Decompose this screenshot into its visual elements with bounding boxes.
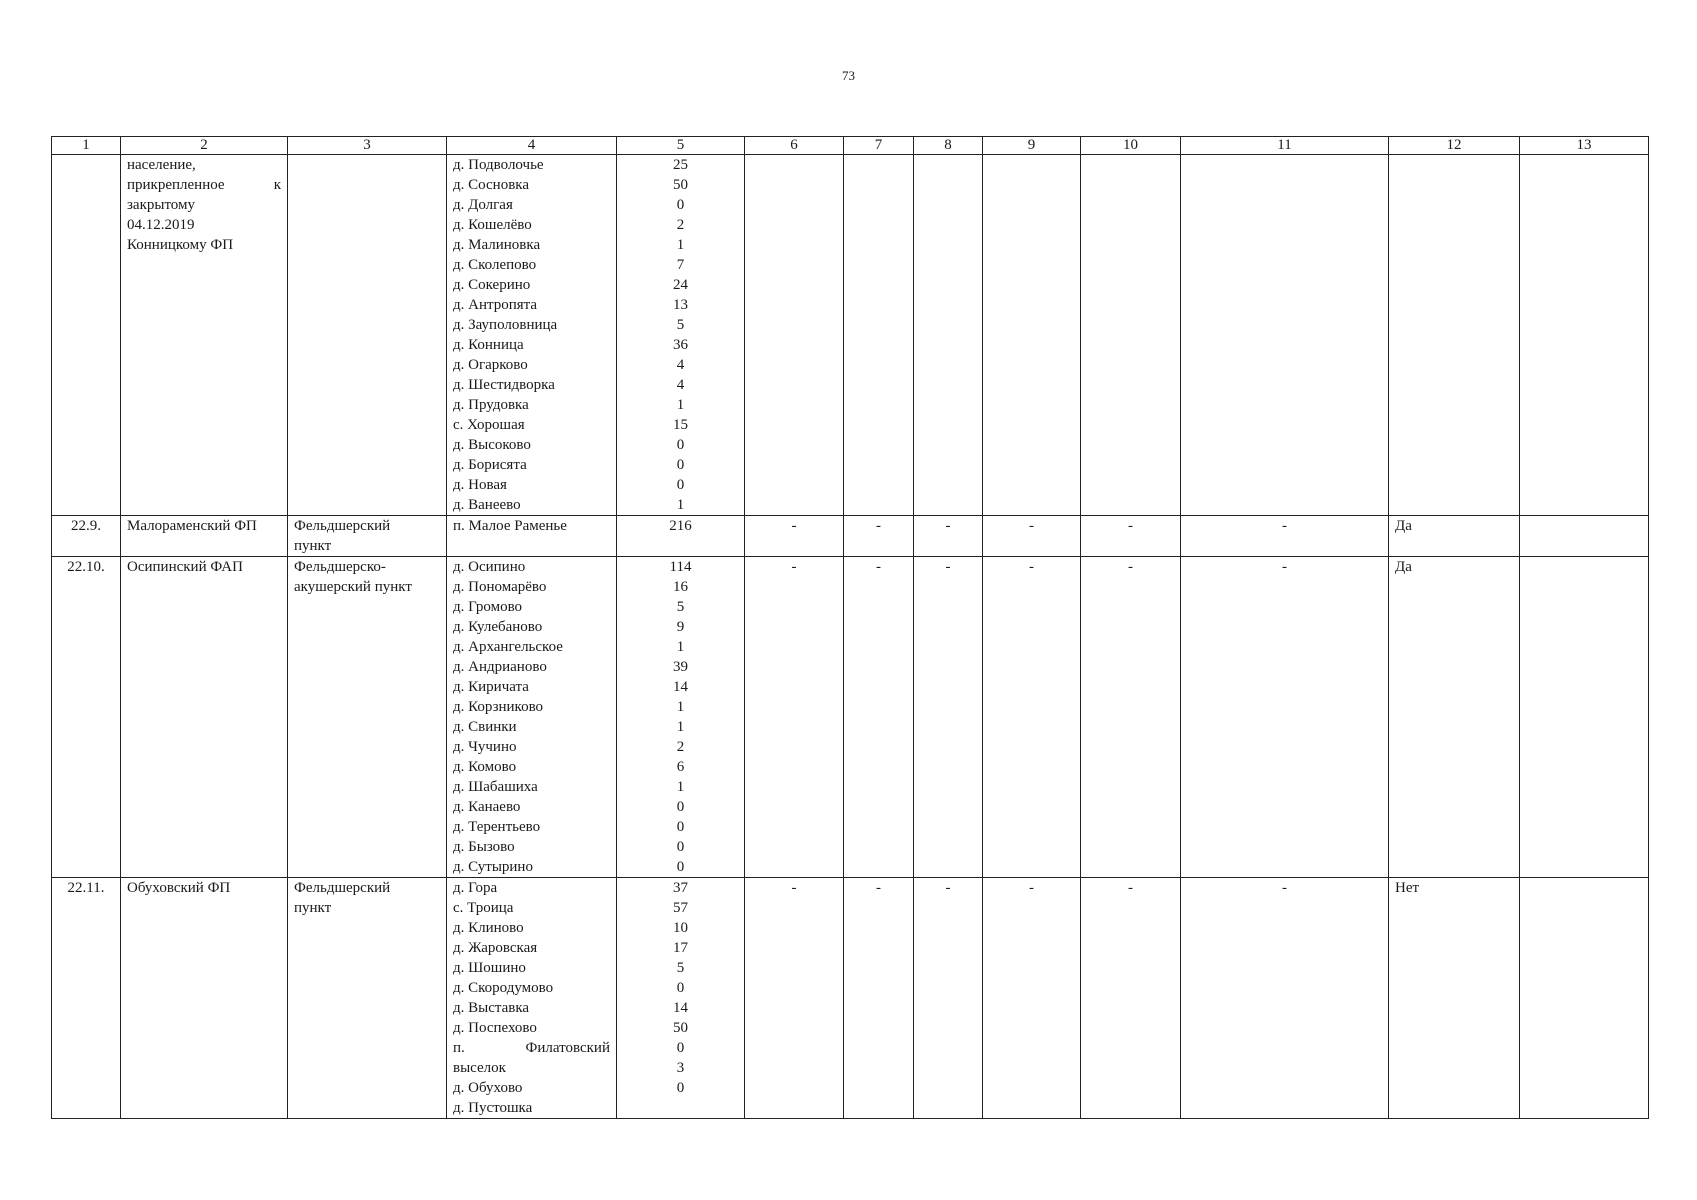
- population-value: 216: [669, 518, 692, 534]
- table-row: [52, 516, 1649, 557]
- column-11-value: -: [1282, 518, 1287, 534]
- column-8-value: -: [945, 880, 951, 896]
- column-10-cell: [1081, 516, 1181, 557]
- facility-name-cell: [121, 155, 288, 516]
- settlements-cell: [447, 155, 617, 516]
- settlement-name-part: выселок: [453, 1060, 506, 1076]
- row-number-cell: [52, 557, 121, 878]
- column-7-value: -: [876, 559, 881, 575]
- settlement-name: д. Подволочье: [453, 157, 544, 173]
- settlement-name: д. Архангельское: [453, 639, 563, 655]
- settlement-name: д. Свинки: [453, 719, 517, 735]
- population-cell: [617, 878, 745, 1119]
- column-7-cell: [844, 155, 914, 516]
- settlement-name: д. Пономарёво: [453, 579, 547, 595]
- column-6-value: -: [791, 518, 797, 534]
- population-value: 25: [673, 157, 688, 173]
- column-6-value: -: [791, 880, 797, 896]
- settlement-name: д. Канаево: [453, 799, 521, 815]
- settlement-name-part: п.: [453, 1040, 465, 1056]
- settlement-name-part: Филатовский: [525, 1040, 610, 1056]
- column-9-cell: [983, 557, 1081, 878]
- column-8-value: -: [945, 518, 951, 534]
- column-10-cell: [1081, 155, 1181, 516]
- settlement-name: д. Сколепово: [453, 257, 537, 273]
- population-value: 10: [673, 920, 688, 936]
- column-9-value: -: [1029, 559, 1034, 575]
- population-value: 0: [676, 457, 685, 473]
- settlement-name: д. Киричата: [453, 679, 529, 695]
- page-number: 73: [842, 68, 855, 83]
- settlement-name: д. Борисята: [453, 457, 527, 473]
- column-11-cell: [1181, 878, 1389, 1119]
- row-number-cell: [52, 155, 121, 516]
- settlement-name: д. Шабашиха: [453, 779, 538, 795]
- population-value: 15: [673, 417, 688, 433]
- column-12-value: Да: [1395, 559, 1412, 575]
- column-12-value: Да: [1395, 518, 1412, 534]
- settlement-name: д. Чучино: [453, 739, 517, 755]
- column-number-2: 2: [121, 137, 288, 155]
- column-10-value: -: [1128, 518, 1133, 534]
- column-12-cell: [1389, 878, 1520, 1119]
- settlement-name: д. Кошелёво: [453, 217, 532, 233]
- column-8-cell: [914, 878, 983, 1119]
- column-13-cell: [1520, 878, 1649, 1119]
- row-number: 22.11.: [67, 880, 105, 896]
- population-value: 9: [676, 619, 685, 635]
- population-value: 0: [676, 859, 685, 875]
- settlement-name: д. Скородумово: [453, 980, 554, 996]
- settlement-name: д. Сосновка: [453, 177, 529, 193]
- settlement-name: д. Клиново: [453, 920, 524, 936]
- settlement-name: д. Долгая: [453, 197, 513, 213]
- column-number-6: 6: [745, 137, 844, 155]
- facility-name-line: Обуховский ФП: [127, 880, 231, 896]
- population-value: 37: [673, 880, 688, 896]
- population-value: 1: [676, 397, 685, 413]
- settlement-name: с. Троица: [453, 900, 514, 916]
- population-value: 0: [676, 477, 685, 493]
- column-13-cell: [1520, 557, 1649, 878]
- population-cell: [617, 155, 745, 516]
- settlement-name: д. Кулебаново: [453, 619, 543, 635]
- facility-name-line: закрытому: [127, 197, 196, 213]
- population-value: 50: [673, 177, 688, 193]
- column-11-cell: [1181, 557, 1389, 878]
- row-number: 22.10.: [67, 559, 105, 575]
- population-value: 0: [676, 980, 685, 996]
- population-value: 114: [669, 559, 692, 575]
- facility-name-line: 04.12.2019: [127, 217, 195, 233]
- population-value: 6: [676, 759, 685, 775]
- column-number-9: 9: [983, 137, 1081, 155]
- population-value: 5: [676, 599, 685, 615]
- population-value: 13: [673, 297, 688, 313]
- population-value: 5: [676, 317, 685, 333]
- facility-type-line: Фельдшерский: [294, 880, 391, 896]
- column-7-value: -: [876, 518, 881, 534]
- settlement-name: д. Андрианово: [453, 659, 547, 675]
- column-6-cell: [745, 557, 844, 878]
- column-6-cell: [745, 878, 844, 1119]
- column-8-cell: [914, 557, 983, 878]
- facility-type-line: Фельдшерско-: [294, 559, 386, 575]
- settlement-name: д. Малиновка: [453, 237, 541, 253]
- settlements-cell: [447, 516, 617, 557]
- facility-name-cell: [121, 878, 288, 1119]
- settlement-name: д. Терентьево: [453, 819, 541, 835]
- facility-type-cell: [288, 557, 447, 878]
- population-value: 0: [676, 437, 685, 453]
- column-9-value: -: [1029, 880, 1034, 896]
- population-value: 39: [673, 659, 688, 675]
- settlement-name: д. Осипино: [453, 559, 526, 575]
- facility-type-line: пункт: [294, 900, 332, 916]
- facility-name-line: Малораменский ФП: [127, 518, 257, 534]
- population-value: 3: [676, 1060, 685, 1076]
- population-value: 2: [676, 739, 685, 755]
- population-value: 16: [673, 579, 688, 595]
- settlement-name: д. Громово: [453, 599, 523, 615]
- column-number-12: 12: [1389, 137, 1520, 155]
- population-value: 1: [676, 699, 685, 715]
- facility-type-cell: [288, 155, 447, 516]
- column-number-4: 4: [447, 137, 617, 155]
- settlement-name: д. Бызово: [453, 839, 515, 855]
- settlement-name: д. Поспехово: [453, 1020, 537, 1036]
- facility-type-line: Фельдшерский: [294, 518, 391, 534]
- table-body: [52, 155, 1649, 1119]
- column-11-cell: [1181, 155, 1389, 516]
- column-12-value: Нет: [1395, 880, 1420, 896]
- settlement-name: д. Высоково: [453, 437, 531, 453]
- settlement-name: с. Хорошая: [453, 417, 525, 433]
- column-9-value: -: [1029, 518, 1034, 534]
- settlement-name: [453, 1038, 610, 1078]
- column-12-cell: [1389, 516, 1520, 557]
- facility-name-cell: [121, 516, 288, 557]
- settlement-name: д. Обухово: [453, 1080, 523, 1096]
- settlements-cell: [447, 557, 617, 878]
- population-cell: [617, 557, 745, 878]
- facility-type-line: акушерский пункт: [294, 579, 412, 595]
- population-value: 1: [676, 497, 685, 513]
- column-13-cell: [1520, 516, 1649, 557]
- population-value: 1: [676, 237, 685, 253]
- population-value: 57: [673, 900, 688, 916]
- row-number-cell: [52, 516, 121, 557]
- table-row: [52, 878, 1649, 1119]
- facility-name-word: прикрепленное: [127, 177, 225, 193]
- column-number-3: 3: [288, 137, 447, 155]
- column-8-cell: [914, 155, 983, 516]
- population-value: 14: [673, 679, 688, 695]
- settlement-name: д. Выставка: [453, 1000, 530, 1016]
- table-row: [52, 557, 1649, 878]
- column-number-7: 7: [844, 137, 914, 155]
- settlement-name: д. Сокерино: [453, 277, 531, 293]
- settlement-name: д. Зауполовница: [453, 317, 558, 333]
- population-value: 50: [673, 1020, 688, 1036]
- settlement-name: п. Малое Раменье: [453, 518, 567, 534]
- column-9-cell: [983, 155, 1081, 516]
- settlement-name: д. Пустошка: [453, 1100, 533, 1116]
- facility-name-cell: [121, 557, 288, 878]
- facility-name-line: Осипинский ФАП: [127, 559, 243, 575]
- column-12-cell: [1389, 557, 1520, 878]
- column-7-cell: [844, 878, 914, 1119]
- settlement-name: д. Комово: [453, 759, 517, 775]
- column-number-11: 11: [1181, 137, 1389, 155]
- row-number-cell: [52, 878, 121, 1119]
- population-value: 14: [673, 1000, 688, 1016]
- population-value: 0: [676, 819, 685, 835]
- population-value: 36: [673, 337, 688, 353]
- column-number-8: 8: [914, 137, 983, 155]
- population-value: 0: [676, 1080, 685, 1096]
- column-8-cell: [914, 516, 983, 557]
- population-value: 1: [676, 779, 685, 795]
- population-value: 1: [676, 639, 685, 655]
- column-7-value: -: [876, 880, 881, 896]
- column-13-cell: [1520, 155, 1649, 516]
- table-header: [52, 137, 1649, 155]
- column-11-cell: [1181, 516, 1389, 557]
- facility-table: [51, 136, 1649, 1119]
- population-value: 2: [676, 217, 685, 233]
- column-8-value: -: [945, 559, 951, 575]
- settlements-cell: [447, 878, 617, 1119]
- column-9-cell: [983, 516, 1081, 557]
- settlement-name: д. Гора: [453, 880, 498, 896]
- column-6-cell: [745, 516, 844, 557]
- column-number-5: 5: [617, 137, 745, 155]
- column-7-cell: [844, 516, 914, 557]
- settlement-name: д. Шошино: [453, 960, 526, 976]
- facility-type-cell: [288, 878, 447, 1119]
- column-11-value: -: [1282, 880, 1287, 896]
- column-10-cell: [1081, 557, 1181, 878]
- settlement-name: д. Конница: [453, 337, 524, 353]
- column-number-1: 1: [52, 137, 121, 155]
- facility-type-cell: [288, 516, 447, 557]
- facility-name-line: Конницкому ФП: [127, 237, 234, 253]
- settlement-name: д. Огарково: [453, 357, 528, 373]
- settlement-name: д. Ванеево: [453, 497, 521, 513]
- settlement-name: д. Корзниково: [453, 699, 544, 715]
- settlement-name: д. Сутырино: [453, 859, 533, 875]
- column-number-13: 13: [1520, 137, 1649, 155]
- column-7-cell: [844, 557, 914, 878]
- population-value: 17: [673, 940, 688, 956]
- population-value: 7: [676, 257, 685, 273]
- settlement-name: д. Прудовка: [453, 397, 529, 413]
- population-value: 0: [676, 197, 685, 213]
- population-cell: [617, 516, 745, 557]
- column-6-value: -: [791, 559, 797, 575]
- population-value: 1: [676, 719, 685, 735]
- column-10-value: -: [1128, 880, 1133, 896]
- facility-name-line: [127, 175, 281, 195]
- column-12-cell: [1389, 155, 1520, 516]
- column-6-cell: [745, 155, 844, 516]
- population-value: 4: [676, 377, 685, 393]
- population-value: 0: [676, 799, 685, 815]
- population-value: 0: [676, 839, 685, 855]
- table-row: [52, 155, 1649, 516]
- row-number: 22.9.: [71, 518, 101, 534]
- facility-name-line: население,: [127, 157, 196, 173]
- column-10-value: -: [1128, 559, 1133, 575]
- settlement-name: д. Антропята: [453, 297, 538, 313]
- population-value: 24: [673, 277, 688, 293]
- population-value: 5: [676, 960, 685, 976]
- column-9-cell: [983, 878, 1081, 1119]
- population-value: 4: [676, 357, 685, 373]
- column-10-cell: [1081, 878, 1181, 1119]
- settlement-name: д. Жаровская: [453, 940, 538, 956]
- column-number-10: 10: [1081, 137, 1181, 155]
- column-11-value: -: [1282, 559, 1287, 575]
- settlement-name: д. Шестидворка: [453, 377, 555, 393]
- facility-type-line: пункт: [294, 538, 332, 554]
- facility-name-word: к: [273, 177, 281, 193]
- settlement-name: д. Новая: [453, 477, 507, 493]
- population-value: 0: [676, 1040, 685, 1056]
